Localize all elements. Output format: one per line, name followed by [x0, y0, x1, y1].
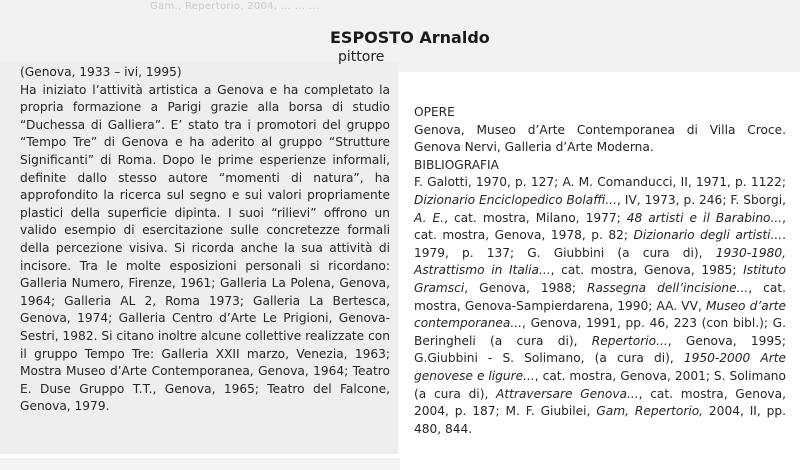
ref-segment: , Genova, 1995; G.Giubbini - S. Solimano, (a cura di), [414, 333, 786, 366]
ref-segment: , cat. mostra, Genova, 2001; S. Solimano (a cura di), [414, 368, 786, 401]
entry-header [330, 28, 490, 66]
ref-segment: , cat. mostra, Genova, 1985; [550, 263, 744, 278]
ref-segment: , Genova, 1988; [464, 280, 588, 295]
works-bibliography-column [414, 104, 786, 438]
ref-segment: . 1979, p. 137; G. Giubbini (a cura di), [414, 228, 786, 260]
biography-column [20, 64, 390, 416]
ref-title: Rassegna dell’incisione... [587, 280, 749, 295]
bibliography-text [414, 174, 786, 438]
ref-title: Repertorio... [591, 333, 668, 348]
bottom-strip [0, 458, 400, 470]
birth-death-line: (Genova, 1933 – ivi, 1995) [20, 65, 182, 79]
ref-segment: , cat. mostra, Genova, 1978, p. 82; [414, 210, 786, 243]
works-heading: OPERE [414, 105, 455, 119]
ref-title: A. E. [414, 210, 445, 225]
biography-text: Ha iniziato l’attività artistica a Genova e ha completato la propria formazione a Parigi grazie alla borsa di studio “Duchessa di Galliera”. E’ stato tra i promotori del gruppo “Tempo Tre” di Genova e ha aderito al gruppo “Strutture Significanti” di Roma. Dopo le prime esperienze informali, definite dallo stesso autore “momenti di natura”, ha approfondito la ricerca sul segno e sui valori propriamente plastici della superficie dipinta. I suoi “rilievi” offrono un valido esempio di esercitazione sulle concretezze formali della percezione visiva. Si ricorda anche la sua attività di incisore. Tra le molte esposizioni personali si ricordano: Galleria Numero, Firenze, 1961; Galleria La Polena, Genova, 1964; Galleria AL 2, Roma 1973; Galleria La Bertesca, Genova, 1974; Galleria Centro d’Arte Le Prigioni, Genova-Sestri, 1982. Si citano inoltre alcune collettive realizzate con il gruppo Tempo Tre: Galleria XXII marzo, Venezia, 1963; Mostra Museo d’Arte Contemporanea, Genova, 1964; Teatro E. Duse Gruppo T.T., Genova, 1965; Teatro del Falcone, Genova, 1979. [20, 82, 390, 414]
ref-segment: 2004, II, pp. 480, 844. [414, 404, 787, 436]
artist-name: ESPOSTO Arnaldo [330, 28, 490, 47]
artist-role: pittore [338, 49, 385, 65]
ref-title: Dizionario degli artisti... [633, 228, 783, 243]
works-text: Genova, Museo d’Arte Contemporanea di Villa Croce. Genova Nervi, Galleria d’Arte Moderna. [414, 122, 786, 155]
bibliography-heading: BIBLIOGRAFIA [414, 157, 499, 172]
ref-title: Dizionario Enciclopedico Bolaffi... [414, 192, 618, 207]
ref-title: Istituto Gramsci [414, 263, 786, 295]
ref-title: 1950-2000 Arte genovese e ligure... [414, 351, 786, 383]
bleed-through-text: Gam., Repertorio, 2004, ... ... ... [150, 2, 320, 12]
ref-title: 48 artisti e il Barabino... [626, 210, 783, 225]
ref-title: Attraversare Genova... [496, 386, 639, 401]
ref-segment: , cat. mostra, Genova, 2004, p. 187; M. F. Giubilei, [414, 386, 786, 419]
ref-segment: F. Galotti, 1970, p. 127; A. M. Comanducci, II, 1971, p. 1122; [414, 175, 786, 190]
ref-segment: , IV, 1973, p. 246; F. Sborgi, [617, 192, 786, 207]
ref-title: Museo d’arte contemporanea... [414, 298, 786, 331]
ref-segment: , cat. mostra, Genova-Sampierdarena, 1990; AA. VV, [414, 280, 786, 313]
ref-segment: , Genova, 1991, pp. 46, 223 (con bibl.); G. Beringheli (a cura di), [414, 316, 786, 348]
ref-title: 1930-1980, Astrattismo in Italia... [414, 245, 786, 278]
ref-title: Gam, Repertorio, [596, 404, 704, 419]
ref-segment: , cat. mostra, Milano, 1977; [444, 210, 627, 225]
